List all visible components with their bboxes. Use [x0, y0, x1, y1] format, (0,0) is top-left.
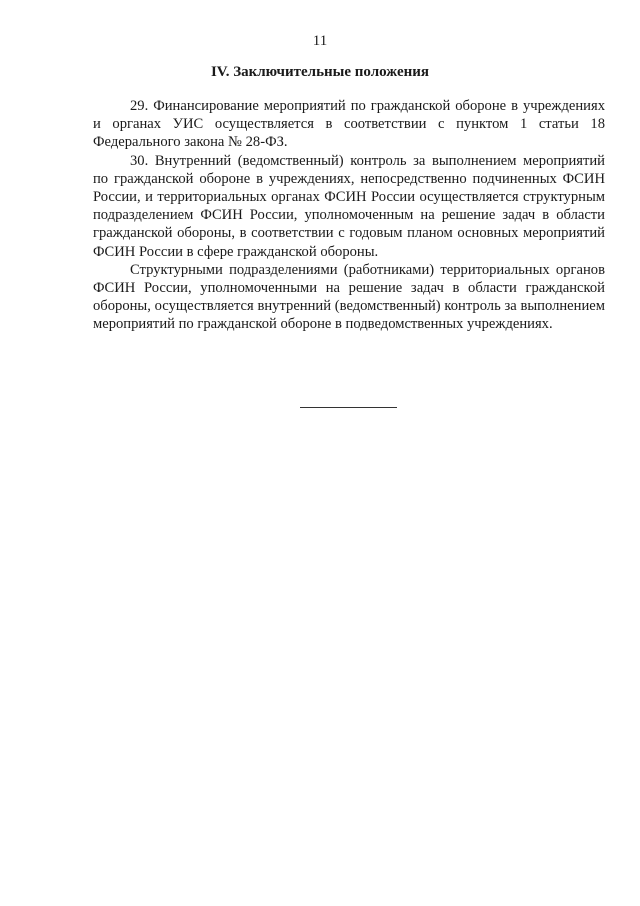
paragraph-30: 30. Внутренний (ведомственный) контроль за выполнением мероприятий по гражданской обороне в учреждениях, непосредственно подчиненных ФСИН России, и территориальных органах ФСИН России осуществляется структурным подразделением ФСИН России, уполномоченным на решение задач в области гражданской обороны, в соответствии с годовым планом основных мероприятий ФСИН России в сфере гражданской обороны.	[93, 152, 605, 260]
document-body	[93, 97, 605, 334]
closing-divider	[300, 407, 397, 408]
paragraph-29: 29. Финансирование мероприятий по гражданской обороне в учреждениях и органах УИС осуществляется в соответствии с пунктом 1 статьи 18 Федерального закона № 28-ФЗ.	[93, 98, 605, 151]
page-number: 11	[312, 33, 328, 49]
paragraph-30-continued: Структурными подразделениями (работниками) территориальных органов ФСИН России, уполномоченными на решение задач в области гражданской обороны, осуществляется внутренний (ведомственный) контроль за выполнением мероприятий по гражданской обороне в подведомственных учреждениях.	[93, 261, 605, 333]
section-title: IV. Заключительные положения	[210, 64, 430, 80]
